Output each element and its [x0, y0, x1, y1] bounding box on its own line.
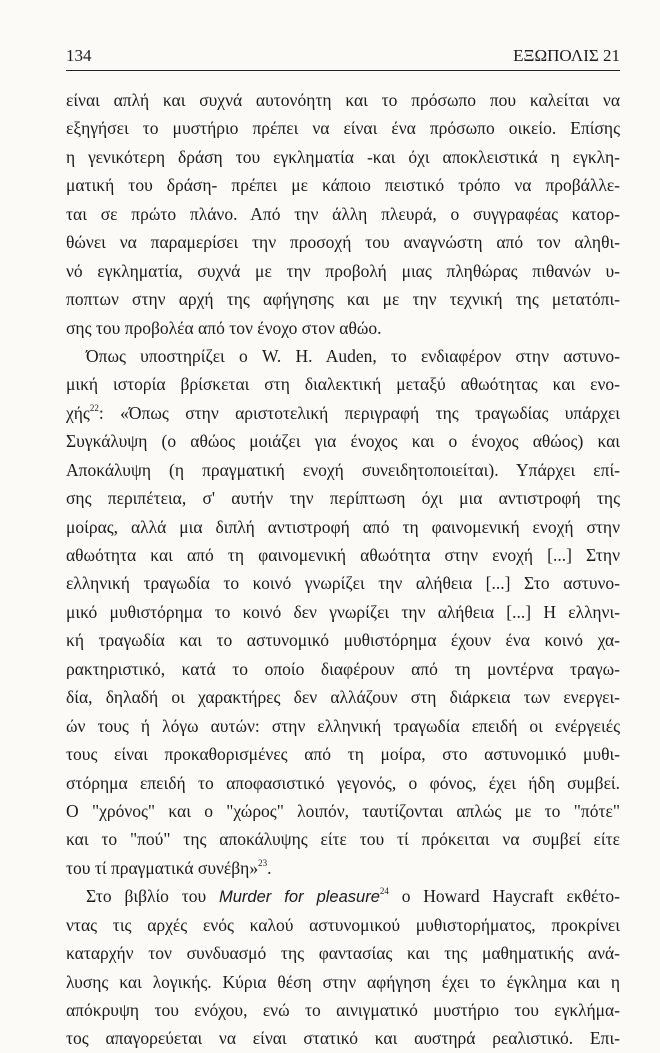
text-line: μικό μυθιστόρημα το κοινό δεν γνωρίζει την αλήθεια [...] Η ελληνι- [66, 601, 620, 622]
text-line: δία, δηλαδή οι χαρακτήρες δεν αλλάζουν στη διάρκεια των ενεργει- [66, 687, 620, 708]
text-line: μική ιστορία βρίσκεται στη διαλεκτική μεταξύ αθωότητας και ενο- [66, 374, 620, 395]
text-line: ρακτηριστικό, κατά το οποίο διαφέρουν από τη μοντέρνα τραγω- [66, 658, 620, 679]
footnote-ref: 23 [258, 857, 268, 868]
text-line: νό εγκληματία, συχνά με την προβολή μιας πληθώρας πιθανών υ- [66, 260, 620, 281]
book-title: Murder for pleasure [219, 888, 380, 907]
text-line: ντας τις αρχές ενός καλού αστυνομικού μυθιστορήματος, προκρίνει [66, 914, 620, 935]
page-header [66, 46, 620, 66]
text-line: εξηγήσει το μυστήριο πρέπει να είναι ένα πρόσωπο οικείο. Επίσης [66, 118, 620, 139]
text-line: Ο "χρόνος" και ο "χώρος" λοιπόν, ταυτίζονται απλώς με το "πότε" [66, 800, 620, 821]
text-line: τος απαγορεύεται να είναι στατικό και αυστηρά ρεαλιστικό. Επι- [66, 1028, 620, 1049]
text-line: Συγκάλυψη (ο αθώος μοιάζει για ένοχος και ο ένοχος αθώος) και [66, 431, 620, 452]
text-line: τους είναι προκαθορισμένες από τη μοίρα, στο αστυνομικό μυθι- [66, 744, 620, 765]
text-line: λυσης και λογικής. Κύρια θέση στην αφήγηση έχει το έγκλημα και η [66, 971, 620, 992]
text-line: αθωότητα και από τη φαινομενική αθωότητα στην ενοχή [...] Στην [66, 545, 620, 565]
text-line: του τί πραγματικά συνέβη»$^{23}$. [66, 857, 272, 878]
running-title: ΕΞΩΠΟΛΙΣ 21 [513, 46, 620, 65]
text-line: είναι απλή και συχνά αυτονόητη και το πρόσωπο που καλείται να [66, 90, 620, 110]
text-line: η γενικότερη δράση του εγκληματία -και όχι αποκλειστικά η εγκλη- [66, 146, 620, 167]
body-text [66, 86, 620, 1053]
text-line: ματική του δράση- πρέπει με κάποιο πειστικό τρόπο να προβάλλε- [66, 175, 620, 196]
text-line: ών τους ή λόγω αυτών: στην ελληνική τραγωδία επειδή οι ενέργειές [66, 715, 620, 736]
text-line: Στο βιβλίο του Murder for pleasure$^{24}$ ο Howard Haycraft εκθέτο- [86, 886, 620, 907]
text-line: Όπως υποστηρίζει ο W. H. Auden, το ενδιαφέρον στην αστυνο- [86, 345, 620, 366]
header-rule [66, 70, 620, 71]
text-line: ελληνική τραγωδία το κοινό γνωρίζει την αλήθεια [...] Στο αστυνο- [66, 573, 620, 594]
footnote-ref: 22 [89, 402, 99, 413]
text-line: σης περιπέτεια, σ' αυτήν την περίπτωση όχι μια αντιστροφή της [66, 488, 620, 509]
text-line: κή τραγωδία και το αστυνομικό μυθιστόρημα έχουν ένα κοινό χα- [66, 630, 620, 651]
text-line: θώνει να παραμερίσει την προσοχή του αναγνώστη από τον αληθι- [66, 232, 620, 253]
text-line: μοίρας, αλλά μια διπλή αντιστροφή από τη φαινομενική ενοχή στην [66, 516, 620, 537]
text-line: ποπτων στην αρχή της αφήγησης και με την τεχνική της μετατόπι- [66, 289, 620, 310]
footnote-ref: 24 [379, 886, 389, 897]
text-line: σης του προβολέα από τον ένοχο στον αθώο. [66, 317, 382, 338]
text-line: απόκρυψη του ενόχου, ενώ το αινιγματικό μυστήριο του εγκλήμα- [66, 1000, 620, 1020]
text-line: χής$^{22}$: «Όπως στην αριστοτελική περιγραφή της τραγωδίας υπάρχει [66, 402, 620, 423]
text-line: ται σε πρώτο πλάνο. Από την άλλη πλευρά, ο συγγραφέας κατορ- [66, 203, 620, 224]
text-line: στόρημα επειδή το αποφασιστικό γεγονός, ο φόνος, έχει ήδη συμβεί. [66, 772, 620, 793]
text-line: καταρχήν τον συνδυασμό της φαντασίας και της μαθηματικής ανά- [66, 943, 620, 964]
text-line: Αποκάλυψη (η πραγματική ενοχή συνειδητοποιείται). Υπάρχει επί- [66, 459, 620, 480]
page-number: 134 [66, 46, 92, 65]
text-line: και το "πού" της αποκάλυψης είτε του τί πρόκειται να συμβεί είτε [66, 829, 620, 850]
